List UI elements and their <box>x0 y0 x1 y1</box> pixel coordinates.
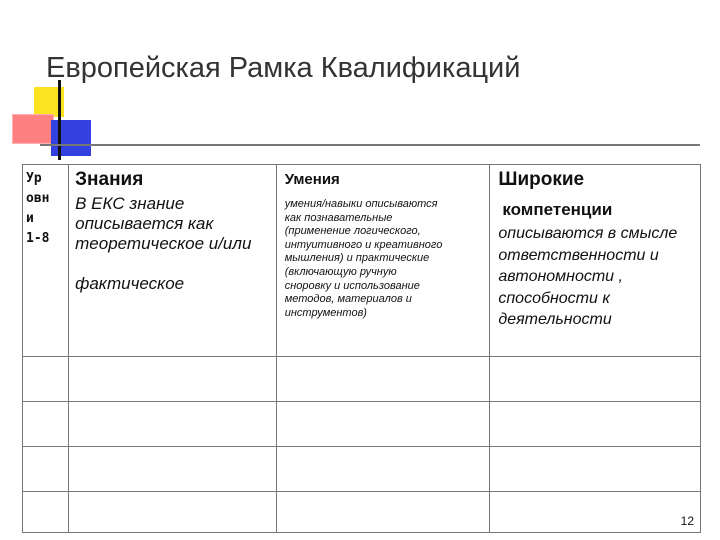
table-cell <box>490 492 701 533</box>
table-cell <box>69 447 277 492</box>
knowledge-description-last: фактическое <box>75 274 185 293</box>
table-cell <box>490 447 701 492</box>
table-cell <box>490 402 701 447</box>
page-number: 12 <box>680 514 694 528</box>
title-underline <box>40 144 700 146</box>
level-header: Ур овн и 1-8 <box>26 171 50 246</box>
table-cell <box>276 357 490 402</box>
competences-heading: Широкие <box>498 169 585 190</box>
decor-red-square <box>12 114 54 144</box>
table-row <box>23 492 701 533</box>
table-cell <box>69 492 277 533</box>
table-cell <box>23 357 69 402</box>
skills-description: умения/навыки описываются как познавательные (применение логического, интуитивного и креативного мышления) и практические (включающую ручную сноровку и использование методов, материалов и инструментов) <box>284 198 443 319</box>
decor-vertical-line <box>58 80 61 160</box>
competences-description: описываются в смысле ответственности и автономности , способности к деятельности <box>498 225 678 328</box>
level-header-cell <box>23 165 69 357</box>
table-row <box>23 447 701 492</box>
table-cell <box>23 402 69 447</box>
table-row <box>23 402 701 447</box>
qualifications-table <box>22 164 701 533</box>
table-cell <box>490 357 701 402</box>
table-cell <box>69 357 277 402</box>
skills-heading: Умения <box>284 171 340 188</box>
table-row <box>23 357 701 402</box>
knowledge-description: В ЕКС знание описывается как теоретическое и/или <box>75 194 252 253</box>
table-header-row <box>23 165 701 357</box>
table-cell <box>276 492 490 533</box>
competences-heading-2: компетенции <box>502 200 613 219</box>
table-cell <box>276 447 490 492</box>
knowledge-header-cell <box>69 165 277 357</box>
table-cell <box>23 492 69 533</box>
knowledge-heading: Знания <box>75 169 144 190</box>
slide-title: Европейская Рамка Квалификаций <box>46 52 521 84</box>
table-cell <box>276 402 490 447</box>
table-cell <box>23 447 69 492</box>
skills-header-cell <box>276 165 490 357</box>
table-cell <box>69 402 277 447</box>
decor-blue-square <box>51 120 91 156</box>
competences-header-cell <box>490 165 701 357</box>
